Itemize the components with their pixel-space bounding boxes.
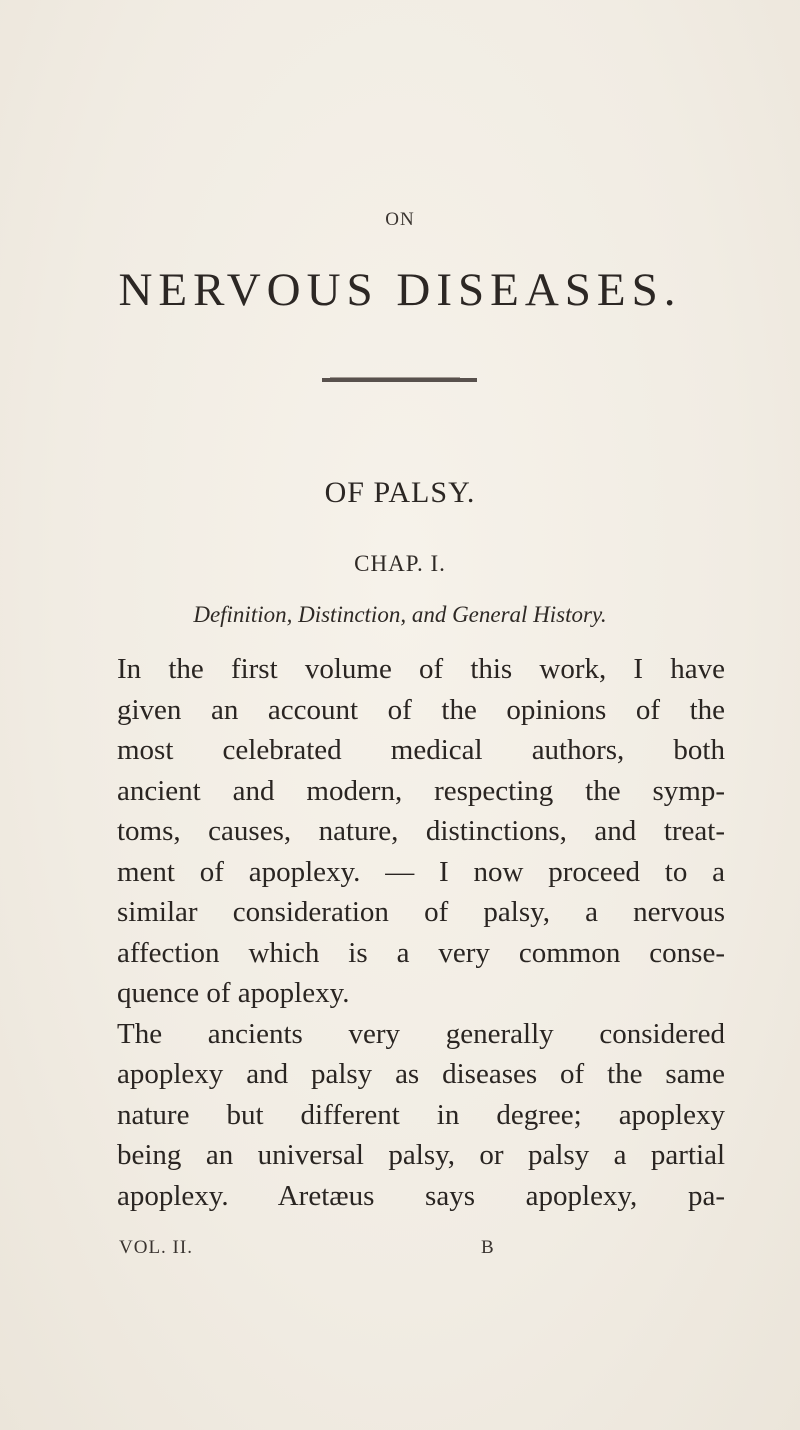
- ornamental-rule-thin: [330, 377, 460, 378]
- body-text: [117, 649, 725, 1216]
- text-line: ment of apoplexy. — I now proceed to a: [117, 855, 725, 888]
- page-title: NERVOUS DISEASES.: [118, 264, 682, 316]
- text-line: quence of apoplexy.: [117, 977, 350, 1009]
- chapter-subtitle: Definition, Distinction, and General History.: [193, 602, 607, 627]
- text-line: toms, causes, nature, distinctions, and treat-: [117, 815, 725, 847]
- text-line: given an account of the opinions of the: [117, 693, 725, 726]
- signature-mark: B: [481, 1237, 495, 1258]
- text-line: affection which is a very common conse-: [117, 936, 725, 969]
- section-title: OF PALSY.: [324, 476, 476, 509]
- text-line: apoplexy and palsy as diseases of the same: [117, 1058, 725, 1090]
- text-line: most celebrated medical authors, both: [117, 734, 725, 766]
- text-line: ancient and modern, respecting the symp-: [117, 774, 725, 807]
- text-line: The ancients very generally considered: [117, 1017, 725, 1050]
- text-line: In the first volume of this work, I have: [117, 653, 725, 685]
- text-line: nature but different in degree; apoplexy: [117, 1098, 725, 1131]
- chapter-heading: CHAP. I.: [354, 551, 446, 576]
- heading-kicker: ON: [385, 209, 415, 230]
- volume-marker: VOL. II.: [119, 1237, 193, 1258]
- ornamental-rule: [322, 378, 477, 382]
- text-line: being an universal palsy, or palsy a partial: [117, 1139, 725, 1171]
- text-line: similar consideration of palsy, a nervous: [117, 896, 725, 928]
- text-line: apoplexy. Aretæus says apoplexy, pa-: [117, 1179, 725, 1212]
- page-footer: [0, 1237, 800, 1267]
